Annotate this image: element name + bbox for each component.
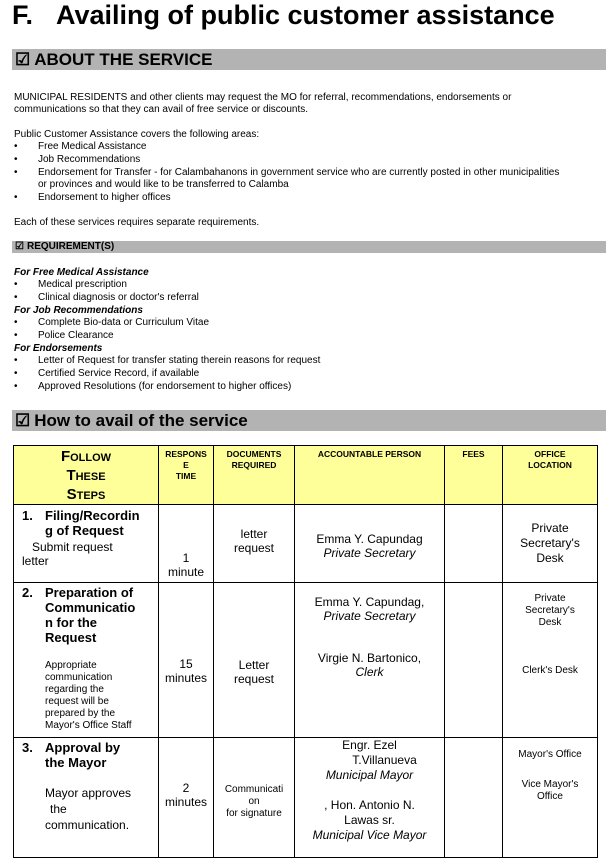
table-row: [14, 505, 598, 583]
person-cell: Emma Y. Capundag Private Secretary: [295, 505, 445, 583]
documents-cell: Letter request: [214, 583, 295, 738]
requirements-heading-band: [12, 241, 606, 253]
step-description: Mayor approves the communication.: [45, 786, 132, 832]
response-time-cell: 15 minutes: [159, 583, 214, 738]
office-cell: Private Secretary's Desk: [503, 505, 598, 583]
bullet-icon: •: [14, 192, 18, 203]
step-description: Appropriate communication regarding the request will be prepared by the Mayor's Office Staff: [45, 660, 132, 731]
bullet-icon: •: [14, 154, 18, 165]
header-fees: FEES: [445, 446, 503, 505]
step-cell: [14, 738, 159, 858]
fees-cell: [445, 583, 503, 738]
bullet-icon: •: [14, 330, 18, 341]
fees-cell: [445, 738, 503, 858]
step-number: 1.: [22, 508, 33, 523]
about-heading: ABOUT THE SERVICE: [34, 50, 213, 69]
section-letter: F.: [12, 0, 34, 30]
step-title: Filing/Recordin g of Request: [45, 508, 140, 538]
step-cell: [14, 505, 159, 583]
bullet-icon: •: [14, 317, 18, 328]
table-row: [14, 583, 598, 738]
steps-table: [13, 445, 598, 858]
response-time-cell: 2 minutes: [159, 738, 214, 858]
page-title: [12, 0, 555, 31]
bullet-icon: •: [14, 279, 18, 290]
bullet-icon: •: [14, 355, 18, 366]
checkbox-icon: ☑: [15, 50, 31, 69]
step-number: 2.: [22, 585, 33, 600]
howto-heading-band: [12, 410, 606, 431]
response-time-cell: 1 minute: [159, 505, 214, 583]
header-follow-steps: Follow These Steps: [14, 446, 159, 505]
person-cell: Engr. Ezel T.Villanueva Municipal Mayor , Hon. Antonio N. Lawas sr. Municipal Vice Mayor: [295, 738, 445, 858]
about-paragraph-1-cont: communications so that they can avail of free service or discounts.: [14, 104, 309, 115]
header-accountable-person: ACCOUNTABLE PERSON: [295, 446, 445, 505]
step-title: Approval by the Mayor: [45, 740, 121, 770]
step-cell: [14, 583, 159, 738]
header-response-time: RESPONS E TIME: [159, 446, 214, 505]
header-office-location: OFFICE LOCATION: [503, 446, 598, 505]
step-title: Preparation of Communicatio n for the Request: [45, 585, 136, 645]
office-cell: Mayor's Office Vice Mayor's Office: [503, 738, 598, 858]
bullet-icon: •: [14, 141, 18, 152]
about-heading-band: [12, 49, 606, 70]
requirement-group-label: For Job Recommendations: [14, 305, 143, 316]
bullet-icon: •: [14, 292, 18, 303]
about-paragraph-3: Each of these services requires separate requirements.: [14, 217, 260, 228]
fees-cell: [445, 505, 503, 583]
steps-header-row: [14, 446, 598, 505]
step-number: 3.: [22, 740, 33, 755]
person-cell: Emma Y. Capundag, Private Secretary Virgie N. Bartonico, Clerk: [295, 583, 445, 738]
howto-heading: How to avail of the service: [34, 411, 248, 430]
requirement-group-label: For Free Medical Assistance: [14, 267, 149, 278]
step-description: Submit request letter: [22, 540, 113, 568]
checkbox-icon: ☑: [15, 241, 24, 252]
about-paragraph-2: Public Customer Assistance covers the following areas:: [14, 129, 260, 140]
header-documents: DOCUMENTS REQUIRED: [214, 446, 295, 505]
requirement-group-label: For Endorsements: [14, 343, 103, 354]
bullet-icon: •: [14, 167, 18, 178]
about-paragraph-1: MUNICIPAL RESIDENTS and other clients may request the MO for referral, recommendations, endorsements or: [14, 92, 512, 103]
checkbox-icon: ☑: [15, 411, 31, 430]
documents-cell: letter request: [214, 505, 295, 583]
table-row: [14, 738, 598, 858]
section-title: Availing of public customer assistance: [56, 0, 555, 30]
bullet-icon: •: [14, 381, 18, 392]
bullet-icon: •: [14, 368, 18, 379]
office-cell: Private Secretary's Desk Clerk's Desk: [503, 583, 598, 738]
requirements-heading: REQUIREMENT(S): [26, 241, 115, 252]
documents-cell: Communicati on for signature: [214, 738, 295, 858]
